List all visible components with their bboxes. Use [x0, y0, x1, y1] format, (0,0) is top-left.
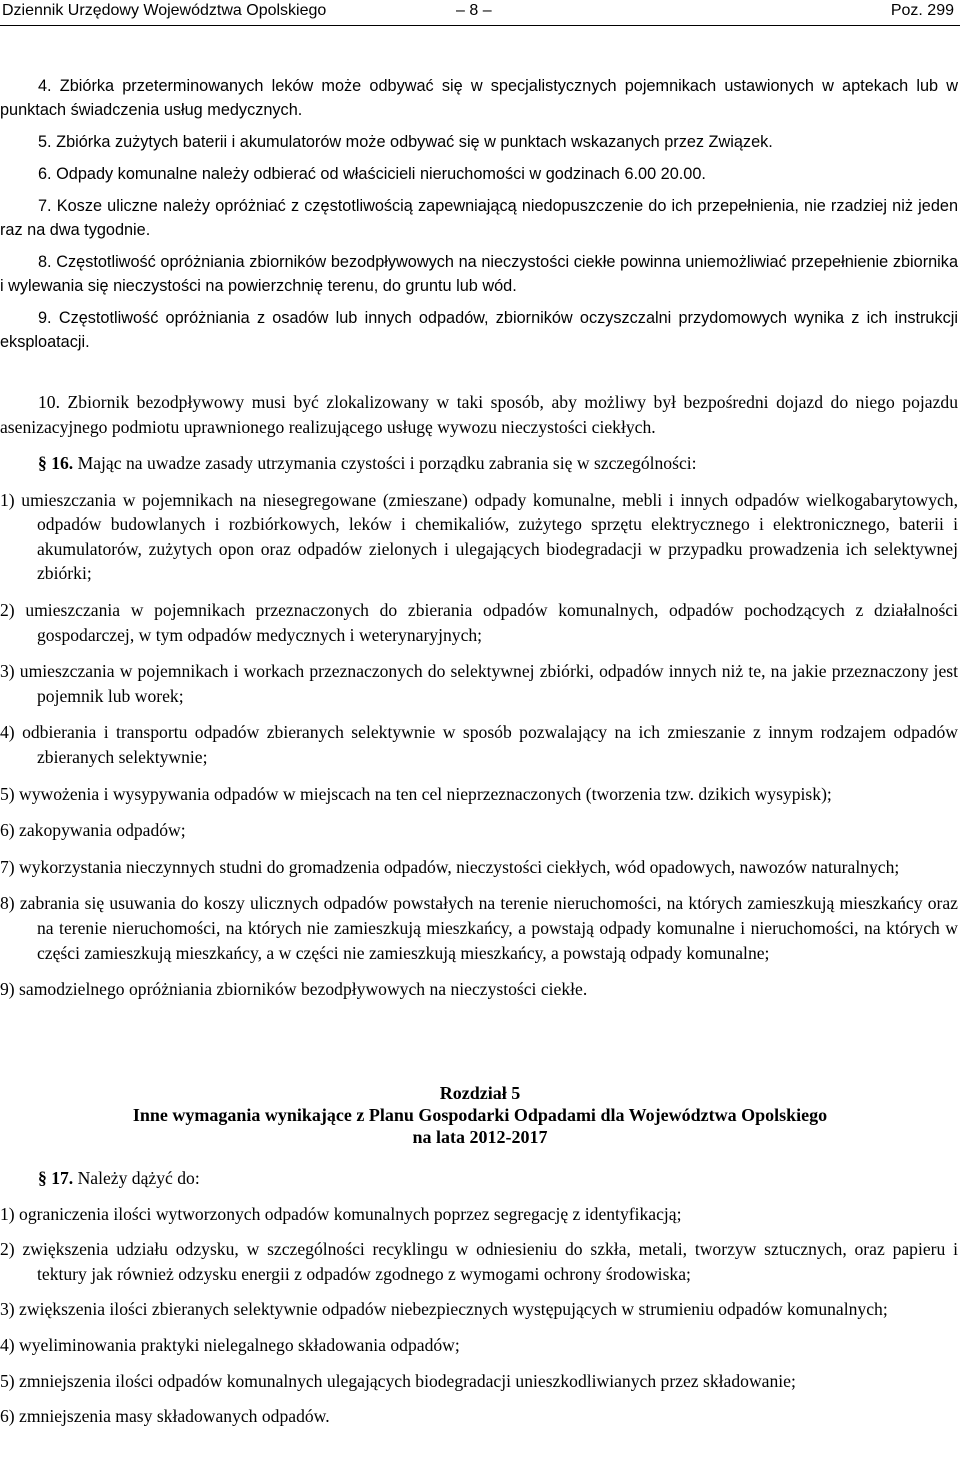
paragraph-10-block: [0, 390, 958, 439]
list-item: 8) zabrania się usuwania do koszy ulicznych odpadów powstałych na terenie nieruchomości, na których zamieszkują mieszkańcy oraz na terenie nieruchomości, na których nie zamieszkują mieszkańcy, a powstają odpady komunalne i nieruchomości, na których w części zamieszkują mieszkańcy, a w części nie zamieszkują mieszkańcy, a powstają odpady komunalne;: [0, 893, 958, 963]
section-17-sign: § 17.: [38, 1168, 74, 1188]
section-16: [0, 451, 958, 1002]
page-header: [0, 0, 960, 26]
paragraph-5: 5. Zbiórka zużytych baterii i akumulatorów może odbywać się w punktach wskazanych przez Związek.: [38, 133, 773, 151]
list-item: 2) umieszczania w pojemnikach przeznaczonych do zbierania odpadów komunalnych, odpadów pochodzących z działalności gospodarczej, w tym odpadów medycznych i weterynaryjnych;: [0, 599, 958, 645]
list-item: 1) ograniczenia ilości wytworzonych odpadów komunalnych poprzez segregację z identyfikacją;: [0, 1203, 682, 1224]
paragraph-8: 8. Częstotliwość opróżniania zbiorników bezodpływowych na nieczystości ciekłe powinna uniemożliwiać przepełnienie zbiornika i wylewania się nieczystości na powierzchnię terenu, do gruntu lub wód.: [0, 253, 958, 295]
list-item: 3) zwiększenia ilości zbieranych selektywnie odpadów niebezpiecznych występujących w strumieniu odpadów komunalnych;: [0, 1299, 888, 1320]
chapter-heading: [0, 1082, 960, 1148]
list-item: 3) umieszczania w pojemnikach i workach przeznaczonych do selektywnej zbiórki, odpadów innych niż te, na jakie przeznaczony jest pojemnik lub worek;: [0, 661, 958, 706]
chapter-subtitle-line-1: Inne wymagania wynikające z Planu Gospodarki Odpadami dla Województwa Opolskiego: [132, 1105, 828, 1125]
paragraph-9: 9. Częstotliwość opróżniania z osadów lub innych odpadów, zbiorników oczyszczalni przydomowych wynika z ich instrukcji eksploatacji.: [0, 309, 958, 351]
list-item: 5) wywożenia i wysypywania odpadów w miejscach na ten cel nieprzeznaczonych (tworzenia tzw. dzikich wysypisk);: [0, 783, 832, 804]
paragraph-10: 10. Zbiornik bezodpływowy musi być zlokalizowany w taki sposób, aby możliwy był bezpośredni dojazd do niego pojazdu asenizacyjnego podmiotu uprawnionego realizującego usługę wywozu nieczystości ciekłych.: [0, 392, 958, 437]
paragraph-6: 6. Odpady komunalne należy odbierać od właścicieli nieruchomości w godzinach 6.00 20.00.: [38, 165, 706, 183]
section-17: [0, 1166, 958, 1429]
chapter-title: Rozdział 5: [439, 1083, 521, 1103]
list-item: 1) umieszczania w pojemnikach na niesegregowane (zmieszane) odpady komunalne, mebli i innych odpadów wielkogabarytowych, odpadów budowlanych i rozbiórkowych, leków i chemikaliów, zużytego sprzętu elektrycznego i elektronicznego, baterii i akumulatorów, zużytych opon oraz odpadów zielonych i ulegających biodegradacji w przypadku prowadzenia ich selektywnej zbiórki;: [0, 489, 958, 584]
list-item: 2) zwiększenia udziału odzysku, w szczególności recyklingu w odniesieniu do szkła, metali, tworzyw sztucznych, oraz papieru i tektury jak również odzysku energii z odpadów zgodnego z wymogami ochrony środowiska;: [0, 1239, 958, 1284]
list-item: 4) odbierania i transportu odpadów zbieranych selektywnie w sposób pozwalający na ich zmieszanie z innym rodzajem odpadów zbieranych selektywnie;: [0, 722, 958, 767]
section-17-intro: § 17. Należy dążyć do:: [38, 1168, 200, 1188]
list-item: 9) samodzielnego opróżniania zbiorników bezodpływowych na nieczystości ciekłe.: [0, 979, 588, 1000]
numbered-paragraphs: [0, 74, 958, 354]
list-item: 4) wyeliminowania praktyki nielegalnego składowania odpadów;: [0, 1334, 460, 1355]
chapter-subtitle-line-2: na lata 2012-2017: [412, 1127, 548, 1147]
paragraph-7: 7. Kosze uliczne należy opróżniać z częstotliwością zapewniającą niedopuszczenie do ich przepełnienia, nie rzadziej niż jeden raz na dwa tygodnie.: [0, 197, 958, 239]
list-item: 6) zmniejszenia masy składowanych odpadów.: [0, 1406, 330, 1427]
section-16-sign: § 16.: [38, 453, 74, 473]
journal-title: Dziennik Urzędowy Województwa Opolskiego: [2, 2, 327, 19]
header-rule: [0, 25, 960, 26]
list-item: 7) wykorzystania nieczynnych studni do gromadzenia odpadów, nieczystości ciekłych, wód opadowych, nawozów naturalnych;: [0, 856, 900, 877]
section-16-intro: § 16. Mając na uwadze zasady utrzymania czystości i porządku zabrania się w szczególności:: [38, 453, 697, 473]
list-item: 6) zakopywania odpadów;: [0, 820, 186, 841]
position-number: Poz. 299: [890, 2, 954, 19]
list-item: 5) zmniejszenia ilości odpadów komunalnych ulegających biodegradacji unieszkodliwianych przez składowanie;: [0, 1370, 796, 1391]
paragraph-4: 4. Zbiórka przeterminowanych leków może odbywać się w specjalistycznych pojemnikach ustawionych w aptekach lub w punktach świadczenia usług medycznych.: [0, 77, 958, 119]
page-number: – 8 –: [456, 2, 492, 19]
